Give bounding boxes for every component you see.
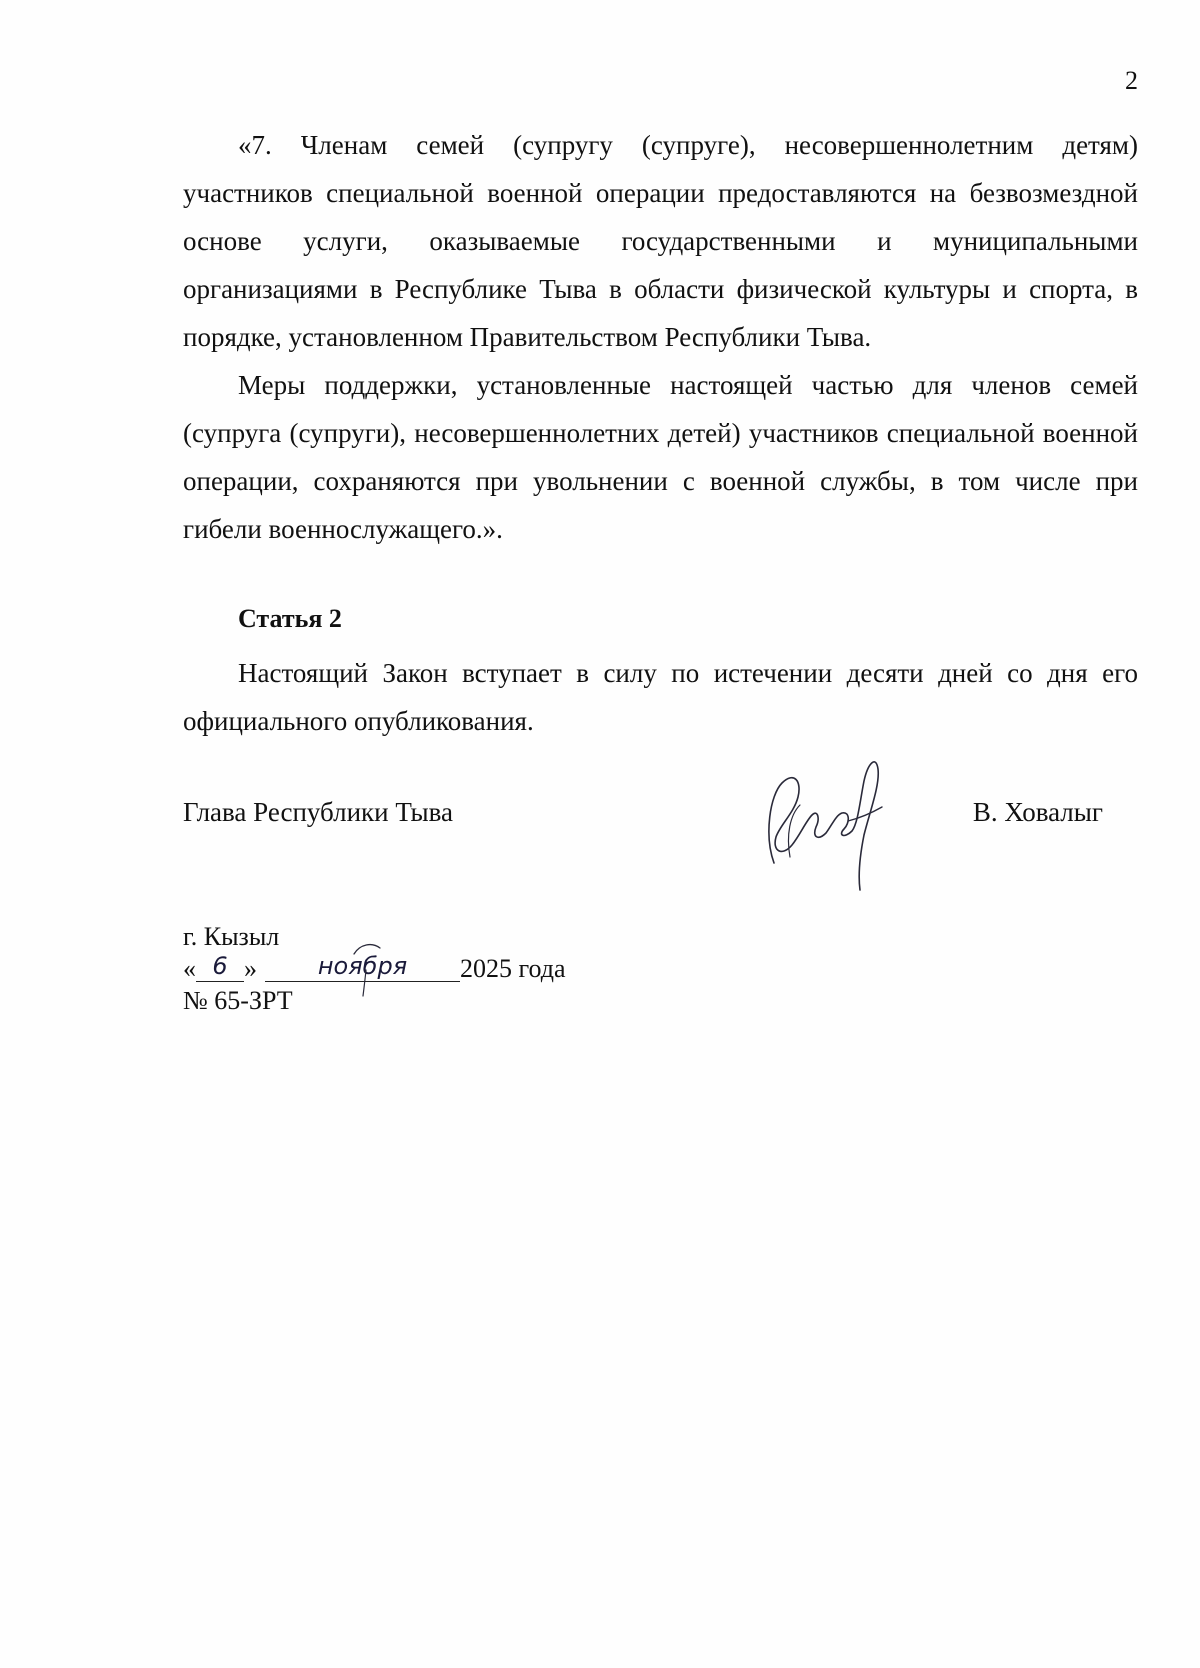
signature-row	[183, 797, 1103, 837]
date-month-handwritten: ноября	[317, 952, 408, 980]
date-close-quote: »	[244, 954, 257, 983]
paragraph-support-measures	[183, 361, 1138, 553]
paragraph-text: Меры поддержки, установленные настоящей частью для членов семей (супруга (супруги), несовершеннолетних детей) участников специальной военной операции, сохраняются при увольнении с военной службы, в том числе при гибели военнослужащего.».	[183, 370, 1138, 544]
handwritten-signature	[760, 745, 900, 895]
paragraph-item-7	[183, 121, 1138, 361]
date-year: 2025 года	[460, 954, 566, 983]
paragraph-text: «7. Членам семей (супругу (супруге), несовершеннолетним детям) участников специальной военной операции предоставляются на безвозмездной основе услуги, оказываемые государственными и муниципальными организациями в Республике Тыва в области физической культуры и спорта, в порядке, установленном Правительством Республики Тыва.	[183, 130, 1138, 352]
paragraph-entry-into-force	[183, 649, 1138, 745]
law-number: № 65-ЗРТ	[183, 986, 293, 1015]
city-line: г. Кызыл	[183, 922, 280, 951]
date-day-field	[196, 953, 244, 982]
page-number: 2	[1125, 66, 1138, 95]
signatory-position: Глава Республики Тыва	[183, 797, 454, 827]
paragraph-text: Настоящий Закон вступает в силу по истечении десяти дней со дня его официального опубликования.	[183, 658, 1138, 736]
date-open-quote: «	[183, 954, 196, 983]
date-day-handwritten: 6	[212, 952, 228, 980]
signatory-name: В. Ховалыг	[972, 797, 1103, 827]
article-heading: Статья 2	[238, 604, 342, 633]
handwritten-stroke	[350, 940, 390, 1000]
